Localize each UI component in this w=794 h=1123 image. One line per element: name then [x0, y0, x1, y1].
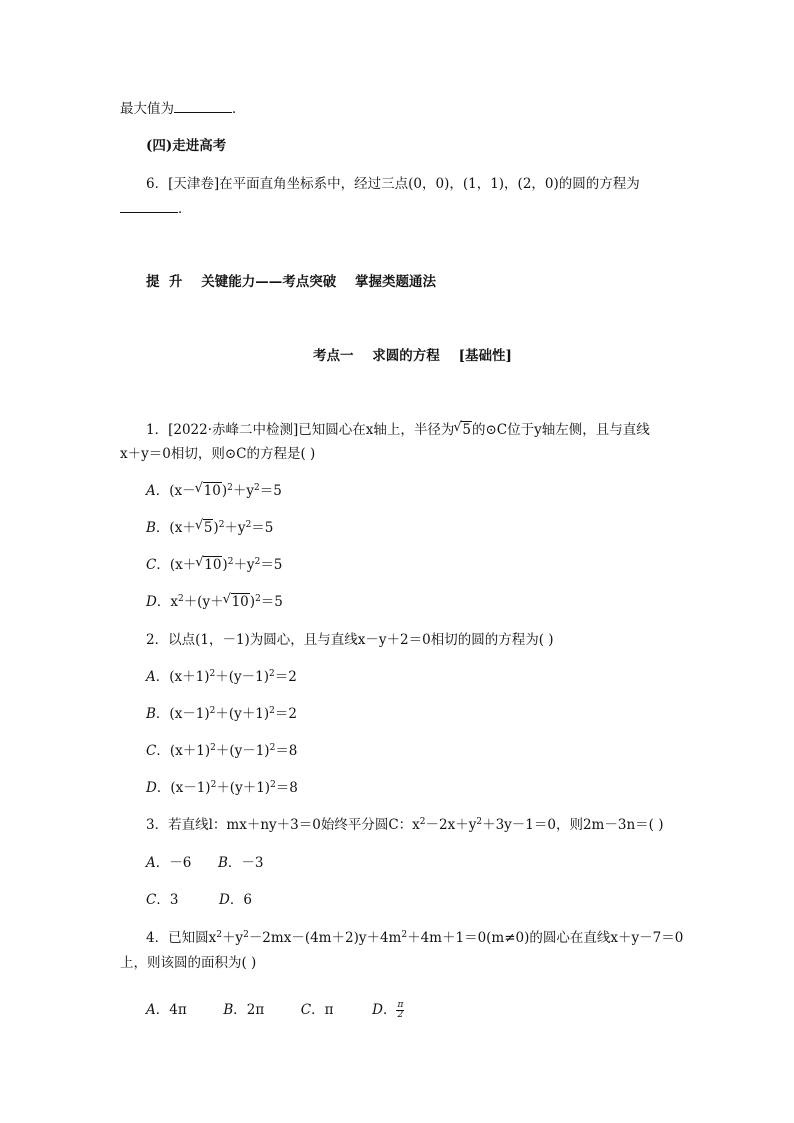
option-c: C．$(x+1)^2+(y-1)^2=8$ — [146, 743, 298, 759]
question-4-options: A．4π B．2π C．π D． $\frac{\pi}{2}$ — [146, 1000, 404, 1020]
question-2: 2．以点(1，－1)为圆心，且与直线x－y＋2＝0相切的圆的方程为( ) — [146, 632, 554, 648]
option-c: C．(x＋√ $10)^2+y^2=5$ — [146, 555, 282, 575]
prev-question-tail: 最大值为 ． — [120, 98, 246, 119]
question-4-line1: 4．已知圆$x^2+y^2-2mx-(4m+2)y+4m^2+4m+1=0(m\ne 0)$的圆心在直线x＋y－7＝0 — [146, 930, 684, 946]
option-d: D．$x^2+(y+√$ 10)$^2$＝5 — [146, 592, 283, 612]
question-1-line1: 1．[2022·赤峰二中检测]已知圆心在x轴上，半径为√ 5的⊙C位于y轴左侧，且与直线 — [146, 420, 650, 440]
answer-blank — [174, 98, 232, 113]
options-row-1: A．－6 B．－3 — [146, 855, 264, 871]
question-3: 3．若直线l：mx＋ny＋3＝0始终平分圆C：$x^2-2x+y^2+3y-1=0$，则2m－3n＝( ) — [146, 817, 664, 833]
option-d: D．$(x-1)^2+(y+1)^2=8$ — [146, 780, 298, 796]
question-6-answer: ． — [120, 198, 192, 219]
option-a: A．(x－√ $10)^2+y^2=5$ — [146, 481, 282, 501]
sqrt-symbol: √ 10 — [224, 592, 250, 612]
fraction: $\frac{\pi}{2}$ — [397, 1000, 404, 1020]
option-a: A．$(x+1)^2+(y-1)^2=2$ — [146, 669, 297, 685]
answer-blank — [120, 198, 178, 213]
max-value-label: 最大值为 — [120, 101, 174, 117]
option-a-letter: A — [146, 855, 156, 871]
topic-heading: 考点一 求圆的方程 [基础性] — [313, 348, 512, 364]
question-1-line2: x＋y＝0相切，则⊙C的方程是( ) — [120, 446, 316, 462]
sqrt-symbol: √ 10 — [196, 481, 222, 501]
option-b: B．(x＋√ $5)^2+y^2=5$ — [146, 518, 273, 538]
sqrt-symbol: √ 10 — [196, 555, 222, 575]
section-title: (四)走进高考 — [146, 138, 227, 154]
sqrt-symbol: √ 5 — [196, 518, 214, 538]
question-4-line2: 上，则该圆的面积为( ) — [120, 955, 257, 971]
options-row-2: C．3 D．6 — [146, 892, 252, 908]
option-b-letter: B — [217, 855, 228, 871]
option-d-letter: D — [219, 892, 230, 908]
option-b: B．$(x-1)^2+(y+1)^2=2$ — [146, 706, 297, 722]
option-c-letter: C — [146, 892, 157, 908]
question-6: 6．[天津卷]在平面直角坐标系中，经过三点(0，0)，(1，1)，(2，0)的圆的方程为 — [146, 176, 640, 192]
section-banner: 提 升 关键能力——考点突破 掌握类题通法 — [146, 274, 436, 290]
sqrt-symbol: √ 5 — [454, 420, 472, 440]
